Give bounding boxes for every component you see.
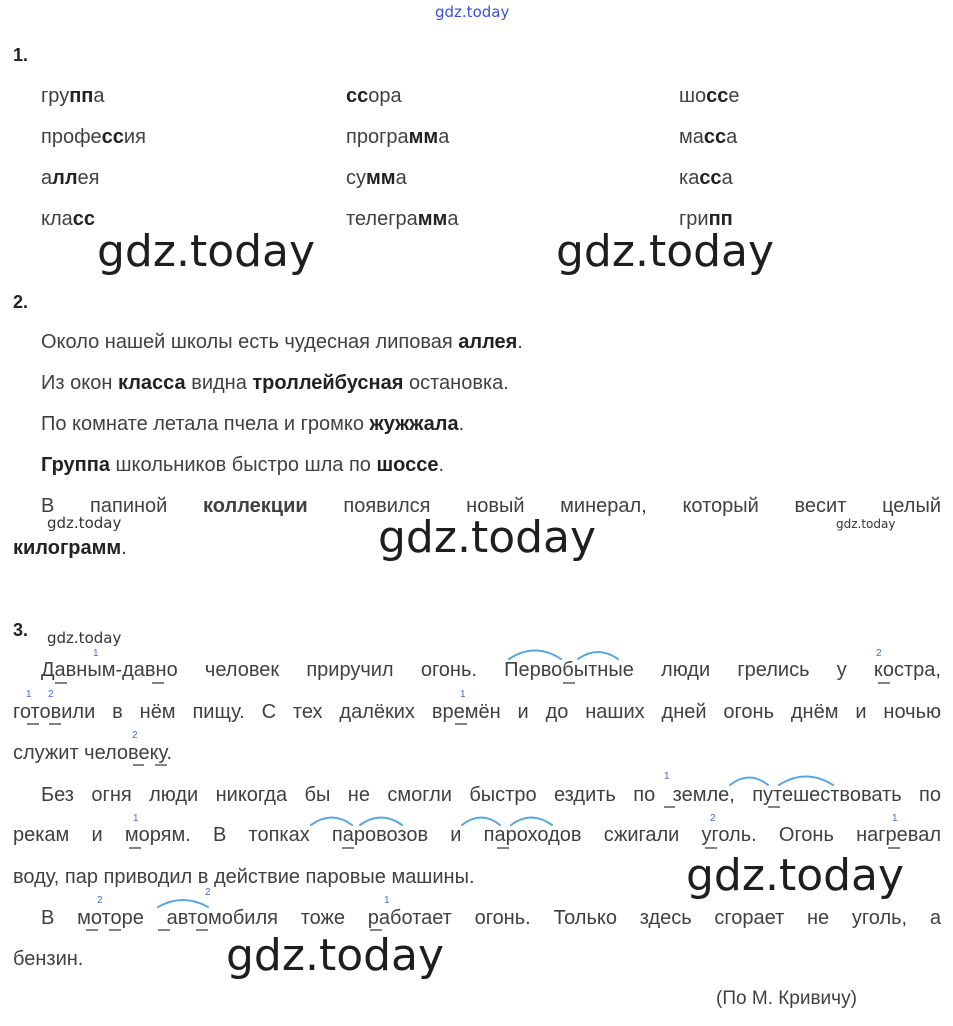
exercise-1-number: 1. bbox=[13, 45, 29, 65]
watermark-small: gdz.today bbox=[47, 514, 122, 532]
word-item: ссора bbox=[346, 85, 402, 107]
sentence: По комнате летала пчела и громко жужжала. bbox=[41, 413, 465, 435]
word-item: шоссе bbox=[679, 85, 740, 107]
sentence: Из окон класса видна троллейбусная остановка. bbox=[41, 372, 509, 394]
exercise-3-number: 3. bbox=[13, 620, 29, 640]
stress-number: 2 bbox=[132, 730, 138, 741]
watermark-large: gdz.today bbox=[686, 850, 905, 901]
stress-number: 2 bbox=[876, 648, 882, 659]
word-item: касса bbox=[679, 167, 733, 189]
word-item: масса bbox=[679, 126, 738, 148]
text-line: Давным-давно человек приручил огонь. Первобытные люди грелись у костра, bbox=[41, 659, 941, 681]
watermark-small: gdz.today bbox=[836, 517, 896, 531]
stress-number: 1 bbox=[26, 689, 32, 700]
word-item: сумма bbox=[346, 167, 407, 189]
stress-number: 1 bbox=[384, 895, 390, 906]
stress-number: 2 bbox=[97, 895, 103, 906]
watermark-small: gdz.today bbox=[47, 629, 122, 647]
stress-number: 1 bbox=[133, 813, 139, 824]
text-line: воду, пар приводил в действие паровые машины. bbox=[13, 866, 475, 888]
source-attribution: (По М. Кривичу) bbox=[716, 988, 857, 1009]
sentence: Около нашей школы есть чудесная липовая аллея. bbox=[41, 331, 523, 353]
word-item: телеграмма bbox=[346, 208, 459, 230]
sentence-continuation: килограмм. bbox=[13, 537, 127, 559]
watermark-large: gdz.today bbox=[556, 226, 775, 277]
text-line: рекам и морям. В топках паровозов и пароходов сжигали уголь. Огонь нагревал bbox=[13, 824, 941, 846]
word-item: грипп bbox=[679, 208, 733, 230]
root-arc bbox=[578, 652, 618, 659]
exercise-2-number: 2. bbox=[13, 292, 29, 312]
root-arc bbox=[509, 651, 561, 660]
watermark-top: gdz.today bbox=[435, 3, 510, 21]
sentence: В папиной коллекции появился новый минерал, который весит целый bbox=[41, 495, 941, 517]
text-line: В моторе автомобиля тоже работает огонь. Только здесь сгорает не уголь, а bbox=[41, 907, 941, 929]
word-item: программа bbox=[346, 126, 450, 148]
stress-number: 1 bbox=[892, 813, 898, 824]
stress-number: 2 bbox=[48, 689, 54, 700]
stress-number: 1 bbox=[460, 689, 466, 700]
watermark-large: gdz.today bbox=[226, 930, 445, 981]
stress-number: 2 bbox=[205, 887, 211, 898]
text-line: готовили в нём пищу. С тех далёких времён и до наших дней огонь днём и ночью bbox=[13, 701, 941, 723]
sentence: Группа школьников быстро шла по шоссе. bbox=[41, 454, 445, 476]
word-item: профессия bbox=[41, 126, 146, 148]
text-line: служит человеку. bbox=[13, 742, 173, 764]
watermark-large: gdz.today bbox=[378, 512, 597, 563]
word-item: класс bbox=[41, 208, 96, 230]
root-arc bbox=[158, 900, 208, 907]
text-line: Без огня люди никогда бы не смогли быстро ездить по земле, путешествовать по bbox=[41, 784, 941, 806]
stress-number: 1 bbox=[93, 648, 99, 659]
text-line: бензин. bbox=[13, 948, 84, 970]
watermark-large: gdz.today bbox=[97, 226, 316, 277]
stress-number: 1 bbox=[664, 771, 670, 782]
stress-number: 2 bbox=[710, 813, 716, 824]
word-item: группа bbox=[41, 85, 105, 107]
word-item: аллея bbox=[41, 167, 100, 189]
